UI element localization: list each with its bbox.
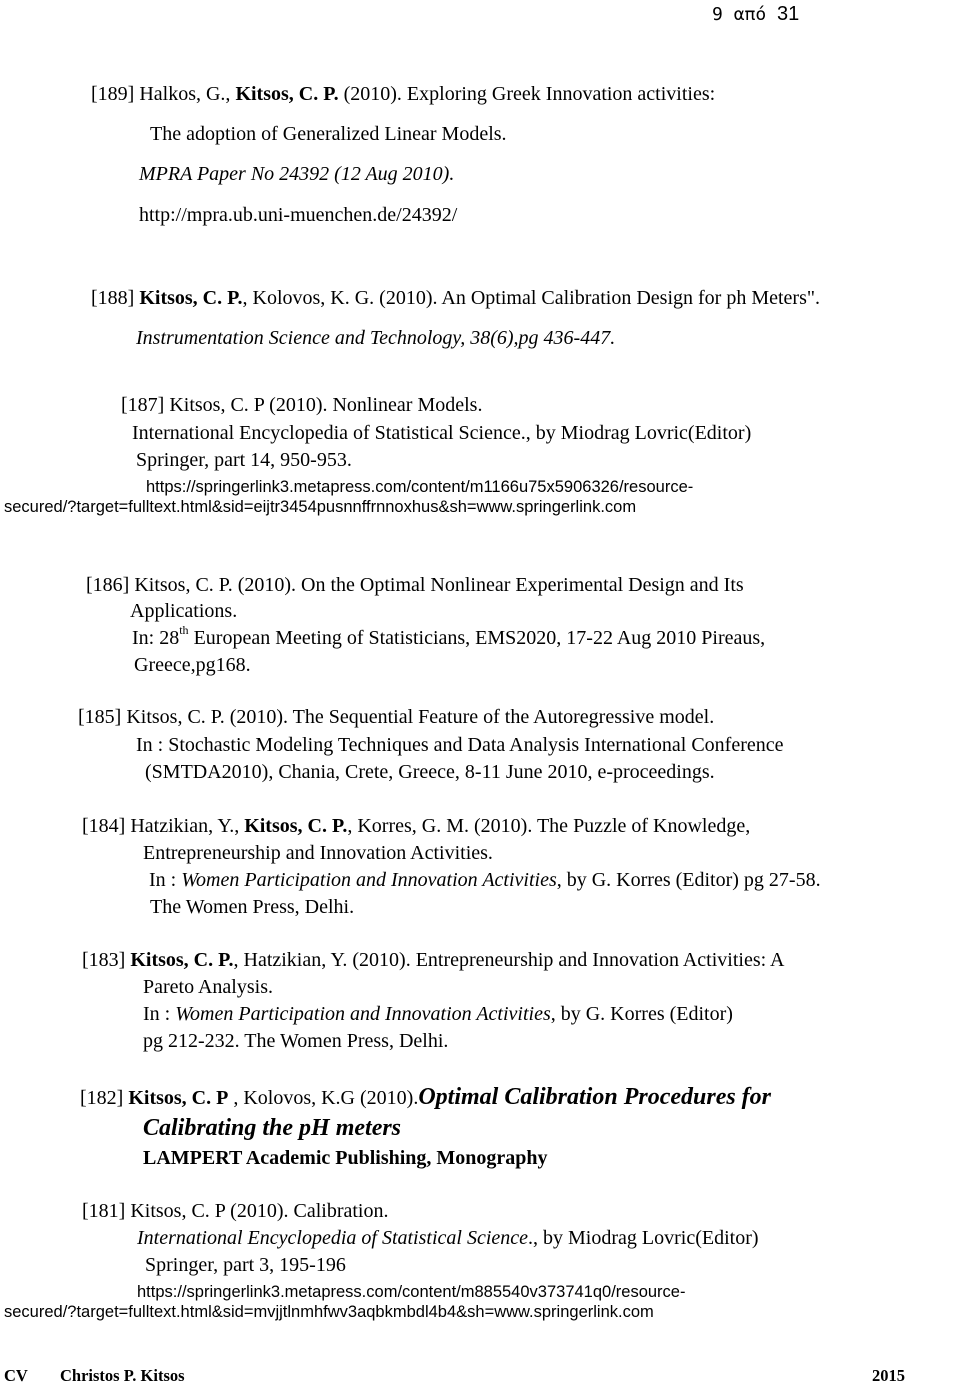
ref-182-line1: [182] Kitsos, C. P , Kolovos, K.G (2010).Optimal Calibration Procedures for bbox=[80, 1084, 772, 1110]
ref-184-line1: [184] Hatzikian, Y., Kitsos, C. P., Korres, G. M. (2010). The Puzzle of Knowledge, bbox=[82, 815, 751, 837]
ref-187-link-2[interactable]: secured/?target=fulltext.html&sid=eijtr3454pusnnffrnnoxhus&sh=www.springerlink.com bbox=[4, 498, 637, 516]
ref-182-line2: Calibrating the pH meters bbox=[143, 1115, 402, 1141]
footer-cv: CV bbox=[4, 1366, 28, 1385]
page-total: 31 bbox=[777, 3, 800, 25]
ref-189-link[interactable]: http://mpra.ub.uni-muenchen.de/24392/ bbox=[139, 204, 458, 226]
ref-189-line2: The adoption of Generalized Linear Models. bbox=[150, 123, 507, 145]
footer-year: 2015 bbox=[872, 1366, 905, 1385]
ref-183-line2: Pareto Analysis. bbox=[143, 976, 273, 998]
ref-186-line2: Applications. bbox=[130, 600, 238, 622]
ref-183-line3: In : Women Participation and Innovation Activities, by G. Korres (Editor) bbox=[143, 1003, 733, 1025]
page-sep: από bbox=[733, 4, 767, 25]
author-highlight: Kitsos, C. P bbox=[128, 1087, 229, 1109]
ref-189-line3: MPRA Paper No 24392 (12 Aug 2010). bbox=[139, 163, 455, 185]
ref-185-line2: In : Stochastic Modeling Techniques and Data Analysis International Conference bbox=[136, 734, 784, 756]
author-highlight: Kitsos, C. P. bbox=[130, 949, 234, 971]
ref-181-line3: Springer, part 3, 195-196 bbox=[145, 1254, 346, 1276]
ref-187-link-1[interactable]: https://springerlink3.metapress.com/content/m1166u75x5906326/resource- bbox=[146, 478, 694, 496]
ref-182-title: Optimal Calibration Procedures for bbox=[418, 1084, 772, 1110]
ref-183-line4: pg 212-232. The Women Press, Delhi. bbox=[143, 1030, 449, 1052]
ref-181-link-2[interactable]: secured/?target=fulltext.html&sid=mvjjtlnmhfwv3aqbkmbdl4b4&sh=www.springerlink.com bbox=[4, 1303, 654, 1321]
ref-183-line1: [183] Kitsos, C. P., Hatzikian, Y. (2010). Entrepreneurship and Innovation Activities: A bbox=[82, 949, 785, 971]
page-number bbox=[712, 2, 799, 27]
ref-181-line1: [181] Kitsos, C. P (2010). Calibration. bbox=[82, 1200, 389, 1222]
page-current: 9 bbox=[712, 4, 723, 25]
ref-187-line1: [187] Kitsos, C. P (2010). Nonlinear Models. bbox=[121, 394, 483, 416]
author-highlight: Kitsos, C. P. bbox=[139, 287, 243, 309]
ref-184-line3: In : Women Participation and Innovation Activities, by G. Korres (Editor) pg 27-58. bbox=[149, 869, 821, 891]
ref-182-line3: LAMPERT Academic Publishing, Monography bbox=[143, 1147, 548, 1169]
ref-186-line4: Greece,pg168. bbox=[134, 654, 251, 676]
ref-186-line1: [186] Kitsos, C. P. (2010). On the Optimal Nonlinear Experimental Design and Its bbox=[86, 574, 744, 596]
footer-name: Christos P. Kitsos bbox=[60, 1366, 185, 1385]
ref-189-line1: [189] Halkos, G., Kitsos, C. P. (2010). Exploring Greek Innovation activities: bbox=[91, 83, 716, 105]
ref-187-line3: Springer, part 14, 950-953. bbox=[136, 449, 352, 471]
ref-188-line2: Instrumentation Science and Technology, 38(6),pg 436-447. bbox=[136, 327, 616, 349]
ref-188-line1: [188] Kitsos, C. P., Kolovos, K. G. (2010). An Optimal Calibration Design for ph Meters". bbox=[91, 287, 821, 309]
ref-186-line3: In: 28th European Meeting of Statisticians, EMS2020, 17-22 Aug 2010 Pireaus, bbox=[132, 623, 766, 649]
ref-181-line2: International Encyclopedia of Statistical Science., by Miodrag Lovric(Editor) bbox=[137, 1227, 759, 1249]
ref-184-line2: Entrepreneurship and Innovation Activities. bbox=[143, 842, 493, 864]
author-highlight: Kitsos, C. P. bbox=[244, 815, 348, 837]
ref-187-line2: International Encyclopedia of Statistical Science., by Miodrag Lovric(Editor) bbox=[132, 422, 752, 444]
ref-181-link-1[interactable]: https://springerlink3.metapress.com/content/m885540v373741q0/resource- bbox=[137, 1283, 686, 1301]
author-highlight: Kitsos, C. P. bbox=[235, 83, 339, 105]
ref-185-line3: (SMTDA2010), Chania, Crete, Greece, 8-11 June 2010, e-proceedings. bbox=[145, 761, 715, 783]
ref-185-line1: [185] Kitsos, C. P. (2010). The Sequential Feature of the Autoregressive model. bbox=[78, 706, 715, 728]
ref-184-line4: The Women Press, Delhi. bbox=[150, 896, 355, 918]
